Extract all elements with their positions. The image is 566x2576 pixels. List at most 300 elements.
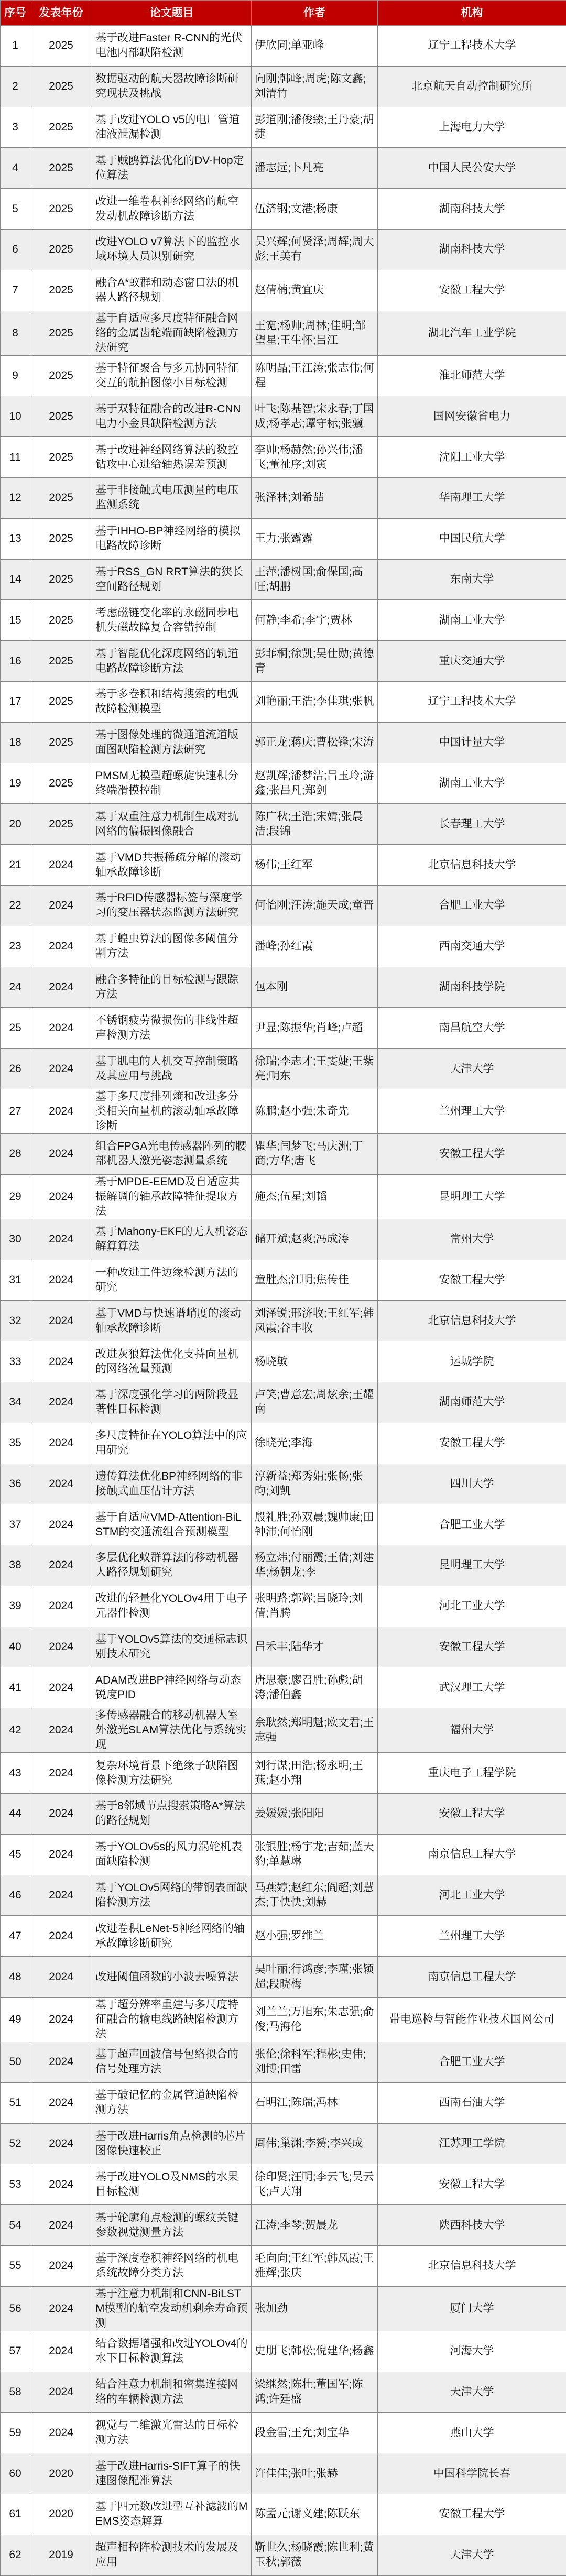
- table-row: [1, 2413, 566, 2453]
- publish-year: 2024: [30, 1627, 92, 1667]
- publish-year: 2024: [30, 1875, 92, 1916]
- paper-title: 基于深度卷积神经网络的机电系统故障分类方法: [92, 2246, 252, 2287]
- paper-title: 基于Mahony-EKF的无人机姿态解算算法: [92, 1219, 252, 1260]
- institution: 兰州理工大学: [378, 1916, 566, 1957]
- paper-title: 改进YOLO v7算法下的监控水域环境人员识别研究: [92, 229, 252, 270]
- institution: 国网安徽省电力: [378, 396, 566, 437]
- paper-title: 基于RFID传感器标签与深度学习的变压器状态监测方法研究: [92, 885, 252, 926]
- publish-year: 2024: [30, 2123, 92, 2164]
- institution: 淮北师范大学: [378, 355, 566, 396]
- row-number: 34: [1, 1382, 30, 1423]
- paper-title: 组合FPGA光电传感器阵列的腰部机器人激光姿态测量系统: [92, 1133, 252, 1174]
- paper-authors: 徐晓光;李海: [252, 1423, 378, 1464]
- institution: 江苏理工学院: [378, 2123, 566, 2164]
- row-number: 22: [1, 885, 30, 926]
- paper-authors: 刘艳丽;王浩;李佳琪;张帆: [252, 681, 378, 722]
- paper-authors: 陈广秋;王浩;宋婧;张晨洁;段锦: [252, 804, 378, 845]
- publish-year: 2024: [30, 1667, 92, 1708]
- publish-year: 2025: [30, 763, 92, 804]
- institution: 南昌航空大学: [378, 1008, 566, 1049]
- paper-title: 基于破记忆的金属管道缺陷检测方法: [92, 2082, 252, 2123]
- publish-year: 2025: [30, 600, 92, 641]
- header-row: [1, 1, 566, 26]
- row-number: 36: [1, 1464, 30, 1504]
- table-row: [1, 763, 566, 804]
- row-number: 30: [1, 1219, 30, 1260]
- paper-title: 基于改进Faster R-CNN的光伏电池内部缺陷检测: [92, 26, 252, 67]
- institution: 重庆交通大学: [378, 641, 566, 682]
- header-no: 序号: [1, 1, 30, 26]
- paper-authors: 张伦;徐科军;程彬;史伟;刘博;田雷: [252, 2042, 378, 2083]
- institution: 湖南工业大学: [378, 763, 566, 804]
- institution: 兰州理工大学: [378, 1089, 566, 1133]
- paper-title: 基于改进YOLO及NMS的水果目标检测: [92, 2164, 252, 2205]
- institution: 河海大学: [378, 2331, 566, 2372]
- table-row: [1, 804, 566, 845]
- paper-title: 基于VMD与快速谱峭度的滚动轴承故障诊断: [92, 1301, 252, 1341]
- table-row: [1, 229, 566, 270]
- paper-title: PMSM无模型超螺旋快速积分终端滑模控制: [92, 763, 252, 804]
- publish-year: 2024: [30, 1260, 92, 1301]
- publish-year: 2024: [30, 1174, 92, 1219]
- paper-authors: 伍济钢;文港;杨康: [252, 189, 378, 230]
- table-row: [1, 641, 566, 682]
- paper-title: 多尺度特征在YOLO算法中的应用研究: [92, 1423, 252, 1464]
- row-number: 24: [1, 967, 30, 1008]
- institution: 辽宁工程技术大学: [378, 681, 566, 722]
- table-row: [1, 1957, 566, 1998]
- publish-year: 2024: [30, 1464, 92, 1504]
- publish-year: 2024: [30, 1957, 92, 1998]
- table-row: [1, 148, 566, 189]
- institution: 湖南科技学院: [378, 967, 566, 1008]
- row-number: 53: [1, 2164, 30, 2205]
- paper-title: 改进一维卷积神经网络的航空发动机故障诊断方法: [92, 189, 252, 230]
- institution: 湖北汽车工业学院: [378, 311, 566, 355]
- paper-authors: 赵小强;罗维兰: [252, 1916, 378, 1957]
- paper-authors: 杨立炜;付丽霞;王倩;刘建华;杨朝龙;李: [252, 1545, 378, 1586]
- publish-year: 2024: [30, 1423, 92, 1464]
- table-row: [1, 885, 566, 926]
- institution: 常州大学: [378, 1219, 566, 1260]
- paper-authors: 潘志远;卜凡亮: [252, 148, 378, 189]
- institution: 中国民航大学: [378, 518, 566, 559]
- paper-authors: 刘泽锐;邢济收;王红军;韩凤霞;谷丰收: [252, 1301, 378, 1341]
- table-row: [1, 1753, 566, 1794]
- paper-title: 基于IHHO-BP神经网络的模拟电路故障诊断: [92, 518, 252, 559]
- institution: 辽宁工程技术大学: [378, 26, 566, 67]
- paper-title: 数据驱动的航天器故障诊断研究现状及挑战: [92, 66, 252, 107]
- paper-authors: 何怡刚;汪涛;施天成;童晋: [252, 885, 378, 926]
- paper-title: 基于双重注意力机制生成对抗网络的偏振图像融合: [92, 804, 252, 845]
- table-header: [1, 1, 566, 26]
- paper-title: 基于自适应VMD-Attention-BiLSTM的交通流组合预测模型: [92, 1504, 252, 1545]
- paper-authors: 徐印贤;汪明;李云飞;吴云飞;卢天翔: [252, 2164, 378, 2205]
- institution: 带电巡检与智能作业技术国网公司: [378, 1998, 566, 2042]
- row-number: 38: [1, 1545, 30, 1586]
- table-row: [1, 1504, 566, 1545]
- publish-year: 2025: [30, 355, 92, 396]
- row-number: 51: [1, 2082, 30, 2123]
- table-row: [1, 1089, 566, 1133]
- row-number: 28: [1, 1133, 30, 1174]
- table-row: [1, 355, 566, 396]
- table-row: [1, 1008, 566, 1049]
- table-row: [1, 270, 566, 311]
- publish-year: 2024: [30, 2286, 92, 2331]
- header-authors: 作者: [252, 1, 378, 26]
- row-number: 13: [1, 518, 30, 559]
- row-number: 5: [1, 189, 30, 230]
- row-number: 11: [1, 437, 30, 478]
- publish-year: 2025: [30, 270, 92, 311]
- institution: 武汉理工大学: [378, 1667, 566, 1708]
- publish-year: 2019: [30, 2535, 92, 2575]
- paper-authors: 江涛;李琴;贺晨龙: [252, 2205, 378, 2246]
- paper-title: 基于改进Harris角点检测的芯片图像快速校正: [92, 2123, 252, 2164]
- row-number: 2: [1, 66, 30, 107]
- paper-authors: 王宽;杨帅;周林;佳明;邹望星;王生怀;吕江: [252, 311, 378, 355]
- publish-year: 2020: [30, 2453, 92, 2494]
- table-row: [1, 722, 566, 763]
- row-number: 32: [1, 1301, 30, 1341]
- paper-title: 基于注意力机制和CNN-BiLSTM模型的航空发动机剩余寿命预测: [92, 2286, 252, 2331]
- row-number: 55: [1, 2246, 30, 2287]
- table-row: [1, 1586, 566, 1627]
- paper-title: 基于多卷积和结构搜索的电弧故障检测模型: [92, 681, 252, 722]
- table-row: [1, 2535, 566, 2575]
- row-number: 57: [1, 2331, 30, 2372]
- paper-authors: 向刚;韩峰;周虎;陈文鑫;刘清竹: [252, 66, 378, 107]
- table-row: [1, 66, 566, 107]
- publish-year: 2024: [30, 967, 92, 1008]
- publish-year: 2025: [30, 107, 92, 148]
- table-row: [1, 1133, 566, 1174]
- table-row: [1, 518, 566, 559]
- paper-title: 结合注意力机制和密集连接网络的车辆检测方法: [92, 2372, 252, 2413]
- publish-year: 2024: [30, 1504, 92, 1545]
- paper-authors: 王力;张露露: [252, 518, 378, 559]
- row-number: 23: [1, 926, 30, 967]
- table-row: [1, 1260, 566, 1301]
- paper-authors: 储开斌;赵爽;冯成涛: [252, 1219, 378, 1260]
- row-number: 12: [1, 477, 30, 518]
- paper-title: 不锈钢疲劳微损伤的非线性超声检测方法: [92, 1008, 252, 1049]
- table-row: [1, 1301, 566, 1341]
- paper-authors: 陈鹏;赵小强;朱奇先: [252, 1089, 378, 1133]
- publish-year: 2024: [30, 926, 92, 967]
- institution: 合肥工业大学: [378, 2042, 566, 2083]
- row-number: 18: [1, 722, 30, 763]
- paper-authors: 周伟;巢渊;李赟;李兴成: [252, 2123, 378, 2164]
- institution: 长春理工大学: [378, 804, 566, 845]
- paper-title: ADAM改进BP神经网络与动态锐度PID: [92, 1667, 252, 1708]
- paper-authors: 郭正龙;蒋庆;曹松锋;宋涛: [252, 722, 378, 763]
- publish-year: 2025: [30, 311, 92, 355]
- row-number: 54: [1, 2205, 30, 2246]
- paper-title: 基于RSS_GN RRT算法的狭长空间路径规划: [92, 559, 252, 600]
- table-row: [1, 967, 566, 1008]
- institution: 河北工业大学: [378, 1875, 566, 1916]
- table-row: [1, 189, 566, 230]
- institution: 安徽工程大学: [378, 270, 566, 311]
- publish-year: 2025: [30, 722, 92, 763]
- paper-authors: 张加劲: [252, 2286, 378, 2331]
- paper-authors: 彭菲桐;徐凯;吴仕勋;黄德青: [252, 641, 378, 682]
- paper-authors: 徐瑞;李志才;王雯婕;王紫亮;明东: [252, 1049, 378, 1089]
- table-row: [1, 600, 566, 641]
- institution: 运城学院: [378, 1341, 566, 1382]
- paper-title: 融合A*蚁群和动态窗口法的机器人路径规划: [92, 270, 252, 311]
- paper-title: 基于自适应多尺度特征融合网络的金属齿轮端面缺陷检测方法研究: [92, 311, 252, 355]
- table-row: [1, 1875, 566, 1916]
- institution: 东南大学: [378, 559, 566, 600]
- row-number: 41: [1, 1667, 30, 1708]
- institution: 安徽工程大学: [378, 1794, 566, 1835]
- row-number: 8: [1, 311, 30, 355]
- row-number: 48: [1, 1957, 30, 1998]
- publish-year: 2024: [30, 1089, 92, 1133]
- institution: 北京航天自动控制研究所: [378, 66, 566, 107]
- paper-title: 基于超分辨率重建与多尺度特征融合的输电线路缺陷检测方法: [92, 1998, 252, 2042]
- row-number: 6: [1, 229, 30, 270]
- publish-year: 2024: [30, 2331, 92, 2372]
- row-number: 27: [1, 1089, 30, 1133]
- row-number: 25: [1, 1008, 30, 1049]
- paper-authors: 毛向向;王红军;韩凤霞;王雅辉;张庆: [252, 2246, 378, 2287]
- table-row: [1, 926, 566, 967]
- paper-title: 考虑磁链变化率的永磁同步电机失磁故障复合容错控制: [92, 600, 252, 641]
- paper-authors: 靳世久;杨晓霞;陈世利;黄玉秋;郭薇: [252, 2535, 378, 2575]
- institution: 安徽工程大学: [378, 2164, 566, 2205]
- paper-title: 基于轮廓角点检测的螺纹关键参数视觉测量方法: [92, 2205, 252, 2246]
- paper-authors: 石明江;陈瑞;冯林: [252, 2082, 378, 2123]
- publish-year: 2025: [30, 148, 92, 189]
- paper-authors: 王萍;潘树国;俞保国;高旺;胡鹏: [252, 559, 378, 600]
- paper-authors: 包本刚: [252, 967, 378, 1008]
- paper-authors: 张明路;郭辉;吕晓玲;刘倩;肖腾: [252, 1586, 378, 1627]
- row-number: 4: [1, 148, 30, 189]
- paper-title: 基于多尺度排列熵和改进多分类相关向量机的滚动轴承故障诊断: [92, 1089, 252, 1133]
- row-number: 31: [1, 1260, 30, 1301]
- paper-authors: 施杰;伍星;刘韬: [252, 1174, 378, 1219]
- paper-title: 基于图像处理的微通道流道版面图缺陷检测方法研究: [92, 722, 252, 763]
- institution: 合肥工业大学: [378, 1504, 566, 1545]
- table-row: [1, 2042, 566, 2083]
- row-number: 19: [1, 763, 30, 804]
- paper-authors: 余耿然;郑明魁;欧文君;王志强: [252, 1708, 378, 1753]
- row-number: 26: [1, 1049, 30, 1089]
- institution: 北京信息科技大学: [378, 1301, 566, 1341]
- row-number: 9: [1, 355, 30, 396]
- row-number: 47: [1, 1916, 30, 1957]
- paper-authors: 唐思豪;廖召胜;孙彪;胡涛;潘伯鑫: [252, 1667, 378, 1708]
- paper-title: 基于YOLOv5算法的交通标志识别技术研究: [92, 1627, 252, 1667]
- row-number: 46: [1, 1875, 30, 1916]
- paper-title: 基于深度强化学习的两阶段显著性目标检测: [92, 1382, 252, 1423]
- paper-authors: 吴兴辉;何贤泽;周辉;周大彪;王美有: [252, 229, 378, 270]
- paper-title: 融合多特征的目标检测与跟踪方法: [92, 967, 252, 1008]
- publish-year: 2025: [30, 229, 92, 270]
- table-row: [1, 477, 566, 518]
- row-number: 45: [1, 1834, 30, 1875]
- paper-authors: 陈明晶;王江涛;张志伟;何程: [252, 355, 378, 396]
- paper-title: 基于MPDE-EEMD及自适应共振解调的轴承故障特征提取方法: [92, 1174, 252, 1219]
- paper-authors: 叶飞;陈基智;宋永春;丁国成;杨孝志;谭守标;张骥: [252, 396, 378, 437]
- row-number: 33: [1, 1341, 30, 1382]
- publish-year: 2025: [30, 26, 92, 67]
- institution: 西南石油大学: [378, 2082, 566, 2123]
- paper-authors: 张银胜;杨宇龙;吉茹;蓝天豹;单慧琳: [252, 1834, 378, 1875]
- row-number: 49: [1, 1998, 30, 2042]
- publish-year: 2024: [30, 2372, 92, 2413]
- institution: 天津大学: [378, 2535, 566, 2575]
- paper-authors: 许佳佳;张叶;张赫: [252, 2453, 378, 2494]
- paper-title: 基于四元数改进型互补滤波的MEMS姿态解算: [92, 2494, 252, 2535]
- table-row: [1, 1423, 566, 1464]
- row-number: 44: [1, 1794, 30, 1835]
- publish-year: 2024: [30, 2164, 92, 2205]
- table-row: [1, 2246, 566, 2287]
- paper-authors: 李帅;杨赫然;孙兴伟;潘飞;董祉序;刘寅: [252, 437, 378, 478]
- table-row: [1, 2205, 566, 2246]
- table-row: [1, 845, 566, 886]
- institution: 湖南师范大学: [378, 1382, 566, 1423]
- table-row: [1, 1834, 566, 1875]
- institution: 中国科学院长春: [378, 2453, 566, 2494]
- institution: 陕西科技大学: [378, 2205, 566, 2246]
- paper-title: 基于YOLOv5s的风力涡轮机表面缺陷检测: [92, 1834, 252, 1875]
- row-number: 60: [1, 2453, 30, 2494]
- row-number: 59: [1, 2413, 30, 2453]
- row-number: 58: [1, 2372, 30, 2413]
- institution: 福州大学: [378, 1708, 566, 1753]
- publish-year: 2024: [30, 1049, 92, 1089]
- row-number: 43: [1, 1753, 30, 1794]
- paper-authors: 姜媛媛;张阳阳: [252, 1794, 378, 1835]
- paper-title: 基于YOLOv5网络的带钢表面缺陷检测方法: [92, 1875, 252, 1916]
- paper-authors: 梁继然;陈壮;董国军;陈鸿;许廷盛: [252, 2372, 378, 2413]
- publish-year: 2024: [30, 1916, 92, 1957]
- publish-year: 2025: [30, 804, 92, 845]
- publish-year: 2024: [30, 1586, 92, 1627]
- table-row: [1, 559, 566, 600]
- publish-year: 2024: [30, 1998, 92, 2042]
- institution: 安徽工程大学: [378, 1423, 566, 1464]
- table-row: [1, 2494, 566, 2535]
- publish-year: 2024: [30, 2205, 92, 2246]
- row-number: 37: [1, 1504, 30, 1545]
- table-row: [1, 26, 566, 67]
- institution: 安徽工程大学: [378, 1627, 566, 1667]
- institution: 合肥工业大学: [378, 885, 566, 926]
- publish-year: 2025: [30, 641, 92, 682]
- paper-title: 多传感器融合的移动机器人室外激光SLAM算法优化与系统实现: [92, 1708, 252, 1753]
- paper-title: 复杂环境背景下绝缘子缺陷图像检测方法研究: [92, 1753, 252, 1794]
- publish-year: 2024: [30, 1301, 92, 1341]
- table-row: [1, 2453, 566, 2494]
- paper-authors: 史朋飞;韩松;倪建华;杨鑫: [252, 2331, 378, 2372]
- paper-authors: 吴叶丽;行鸿彦;李瑾;张颖超;段晓梅: [252, 1957, 378, 1998]
- publish-year: 2024: [30, 1008, 92, 1049]
- paper-title: 基于双特征融合的改进R-CNN电力小金具缺陷检测方法: [92, 396, 252, 437]
- publish-year: 2025: [30, 477, 92, 518]
- paper-authors: 尹显;陈振华;肖峰;卢超: [252, 1008, 378, 1049]
- table-row: [1, 2372, 566, 2413]
- row-number: 42: [1, 1708, 30, 1753]
- publish-year: 2024: [30, 2042, 92, 2083]
- paper-authors: 赵倩楠;黄宜庆: [252, 270, 378, 311]
- table-body: [1, 26, 566, 2576]
- paper-title: 基于8邻域节点搜索策略A*算法的路径规划: [92, 1794, 252, 1835]
- institution: 上海电力大学: [378, 107, 566, 148]
- row-number: 35: [1, 1423, 30, 1464]
- table-row: [1, 1708, 566, 1753]
- publish-year: 2025: [30, 681, 92, 722]
- row-number: 52: [1, 2123, 30, 2164]
- paper-title: 遗传算法优化BP神经网络的非接触式血压估计方法: [92, 1464, 252, 1504]
- row-number: 40: [1, 1627, 30, 1667]
- paper-authors: 卢笑;曹意宏;周炫余;王耀南: [252, 1382, 378, 1423]
- paper-authors: 赵凯辉;潘梦洁;吕玉玲;游鑫;张昌凡;郑剑: [252, 763, 378, 804]
- paper-title: 基于非接触式电压测量的电压监测系统: [92, 477, 252, 518]
- publish-year: 2024: [30, 1382, 92, 1423]
- row-number: 7: [1, 270, 30, 311]
- row-number: 17: [1, 681, 30, 722]
- publish-year: 2025: [30, 518, 92, 559]
- row-number: 14: [1, 559, 30, 600]
- publish-year: 2024: [30, 1133, 92, 1174]
- publish-year: 2025: [30, 189, 92, 230]
- institution: 北京信息科技大学: [378, 845, 566, 886]
- institution: 安徽工程大学: [378, 2494, 566, 2535]
- publish-year: 2024: [30, 845, 92, 886]
- table-row: [1, 2082, 566, 2123]
- row-number: 56: [1, 2286, 30, 2331]
- table-row: [1, 1916, 566, 1957]
- paper-title: 改进灰狼算法优化支持向量机的网络流量预测: [92, 1341, 252, 1382]
- institution: 南京信息工程大学: [378, 1834, 566, 1875]
- paper-title: 基于蝗虫算法的图像多阈值分割方法: [92, 926, 252, 967]
- publish-year: 2024: [30, 1834, 92, 1875]
- institution: 湖南工业大学: [378, 600, 566, 641]
- publish-year: 2025: [30, 66, 92, 107]
- table-row: [1, 1545, 566, 1586]
- paper-title: 基于特征聚合与多元协同特征交互的航拍图像小目标检测: [92, 355, 252, 396]
- table-row: [1, 1174, 566, 1219]
- institution: 昆明理工大学: [378, 1174, 566, 1219]
- table-row: [1, 107, 566, 148]
- paper-authors: 段金雷;王允;刘宝华: [252, 2413, 378, 2453]
- paper-title: 超声相控阵检测技术的发展及应用: [92, 2535, 252, 2575]
- institution: 安徽工程大学: [378, 1260, 566, 1301]
- institution: 中国计量大学: [378, 722, 566, 763]
- paper-title: 改进卷积LeNet-5神经网络的轴承故障诊断研究: [92, 1916, 252, 1957]
- paper-title: 改进阈值函数的小波去噪算法: [92, 1957, 252, 1998]
- institution: 昆明理工大学: [378, 1545, 566, 1586]
- paper-authors: 杨伟;王红军: [252, 845, 378, 886]
- table-row: [1, 2123, 566, 2164]
- publish-year: 2024: [30, 885, 92, 926]
- paper-authors: 陈孟元;谢义建;陈跃东: [252, 2494, 378, 2535]
- institution: 湖南科技大学: [378, 229, 566, 270]
- paper-authors: 刘行谋;田浩;杨永明;王燕;赵小翔: [252, 1753, 378, 1794]
- table-row: [1, 1794, 566, 1835]
- table-row: [1, 2331, 566, 2372]
- institution: 天津大学: [378, 2372, 566, 2413]
- institution: 湖南科技大学: [378, 189, 566, 230]
- institution: 西南交通大学: [378, 926, 566, 967]
